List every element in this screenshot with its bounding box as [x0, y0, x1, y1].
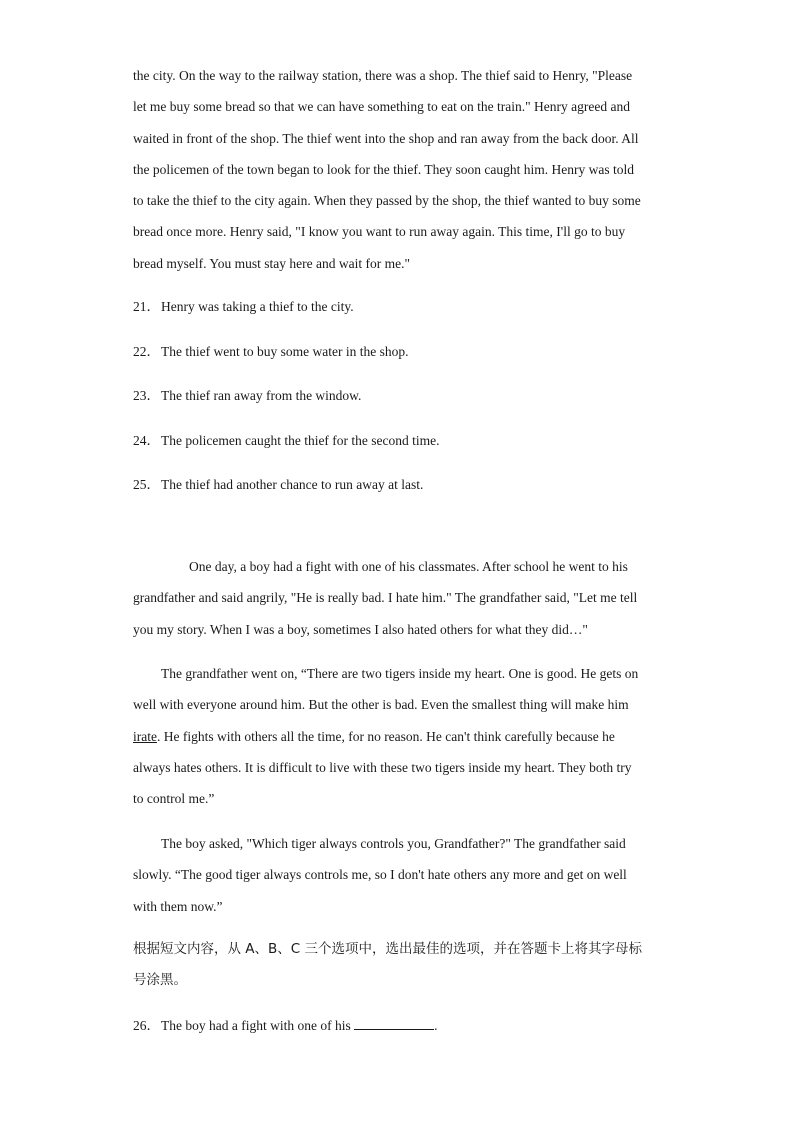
question-item	[133, 431, 440, 451]
instruction	[133, 934, 693, 996]
passage-1-line: waited in front of the shop. The thief went into the shop and ran away from the back door. All	[133, 130, 639, 146]
passage-2-line: to control me.”	[133, 791, 215, 807]
passage-2-line: well with everyone around him. But the other is bad. Even the smallest thing will make him	[133, 697, 629, 713]
question-text: Henry was taking a thief to the city.	[161, 299, 354, 314]
passage-1-line: bread once more. Henry said, "I know you want to run away again. This time, I'll go to buy	[133, 224, 626, 240]
passage-2-line	[133, 721, 673, 752]
instruction-line: 根据短文内容，从 A、B、C 三个选项中，选出最佳的选项，并在答题卡上将其字母标	[133, 941, 643, 957]
question-item	[133, 1016, 437, 1036]
question-text: The thief ran away from the window.	[161, 388, 362, 403]
question-text: The policemen caught the thief for the second time.	[161, 433, 440, 448]
passage-2-paragraph-2	[133, 658, 673, 814]
line-rest: . He fights with others all the time, for no reason. He can't think carefully because he	[156, 728, 615, 744]
passage-1-line: let me buy some bread so that we can have something to eat on the train." Henry agreed and	[133, 99, 630, 115]
passage-1-line: bread myself. You must stay here and wait for me."	[133, 255, 410, 271]
question-end: .	[434, 1018, 438, 1033]
passage-2-line: always hates others. It is difficult to live with these two tigers inside my heart. They both try	[133, 759, 632, 775]
question-number: 23．	[133, 388, 160, 403]
passage-2-line: you my story. When I was a boy, sometimes I also hated others for what they did…"	[133, 621, 588, 637]
passage-2-line: grandfather and said angrily, "He is really bad. I hate him." The grandfather said, "Let me tell	[133, 590, 638, 606]
passage-2-line: The grandfather went on, “There are two tigers inside my heart. One is good. He gets on	[161, 666, 639, 681]
question-item	[133, 297, 354, 317]
question-item	[133, 386, 361, 406]
question-number: 22．	[133, 344, 160, 359]
question-text: The boy had a fight with one of his	[161, 1018, 351, 1033]
passage-2-paragraph-1	[133, 551, 673, 645]
passage-2-line: The boy asked, "Which tiger always controls you, Grandfather?" The grandfather said	[161, 836, 626, 851]
answer-blank[interactable]	[354, 1017, 434, 1030]
passage-1	[133, 60, 673, 279]
passage-2-line: slowly. “The good tiger always controls me, so I don't hate others any more and get on well	[133, 867, 627, 883]
passage-1-line: the policemen of the town began to look for the thief. They soon caught him. Henry was told	[133, 161, 635, 177]
passage-2-line: with them now.”	[133, 898, 223, 914]
passage-2-line: One day, a boy had a fight with one of his classmates. After school he went to his	[189, 559, 628, 574]
question-item	[133, 342, 408, 362]
passage-2-paragraph-3	[133, 828, 673, 922]
instruction-line: 号涂黑。	[133, 972, 187, 988]
question-number: 25．	[133, 477, 160, 492]
underlined-word: irate	[133, 728, 157, 744]
question-item	[133, 475, 423, 495]
question-text: The thief went to buy some water in the shop.	[161, 344, 409, 359]
passage-1-line: to take the thief to the city again. When they passed by the shop, the thief wanted to buy some	[133, 193, 641, 209]
passage-1-line: the city. On the way to the railway station, there was a shop. The thief said to Henry, "Please	[133, 68, 633, 83]
question-number: 24．	[133, 433, 160, 448]
question-number: 21．	[133, 299, 160, 314]
question-text: The thief had another chance to run away at last.	[161, 477, 424, 492]
question-number: 26．	[133, 1018, 160, 1033]
